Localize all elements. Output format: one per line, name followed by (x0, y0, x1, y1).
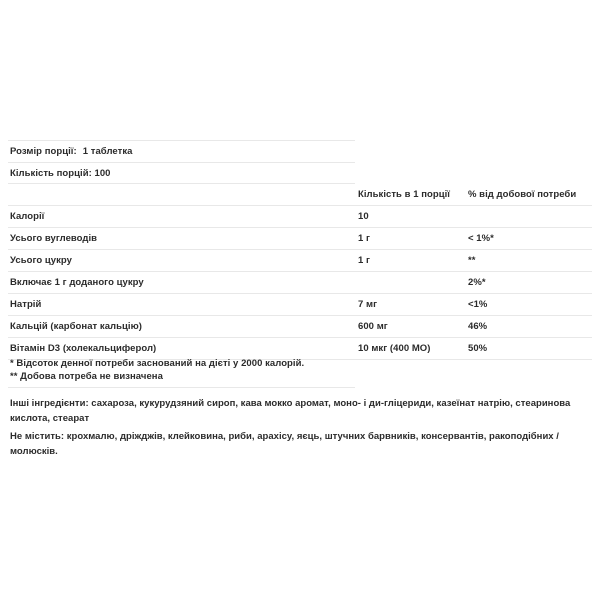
nutrient-amount: 10 (358, 206, 468, 228)
nutrient-amount: 10 мкг (400 МО) (358, 338, 468, 360)
table-row (8, 294, 592, 316)
serving-size-row (8, 140, 355, 162)
header-daily-value: % від добової потреби (468, 184, 592, 206)
nutrient-amount: 600 мг (358, 316, 468, 338)
nutrient-amount (358, 272, 468, 294)
footnote-daily-value-basis: * Відсоток денної потреби заснований на дієті у 2000 калорій. (10, 358, 305, 369)
table-row (8, 272, 592, 294)
nutrient-amount: 1 г (358, 250, 468, 272)
nutrient-daily-value: 46% (468, 316, 592, 338)
table-row (8, 316, 592, 338)
nutrient-daily-value: ** (468, 250, 592, 272)
nutrient-name: Включає 1 г доданого цукру (8, 272, 358, 294)
nutrient-daily-value: 50% (468, 338, 592, 360)
nutrient-daily-value (468, 206, 592, 228)
table-row (8, 250, 592, 272)
table-row (8, 228, 592, 250)
nutrient-daily-value: 2%* (468, 272, 592, 294)
footnote-not-established: ** Добова потреба не визначена (10, 371, 163, 382)
table-row (8, 206, 592, 228)
header-nutrient-name (8, 184, 358, 206)
servings-per-container-label: Кількість порцій: 100 (10, 168, 111, 179)
other-ingredients-paragraph: Інші інгредієнти: сахароза, кукурудзяний сироп, кава мокко аромат, моно- і ди-гліцериди, казеїнат натрію, стеаринова кислота, стеарат (10, 398, 571, 424)
nutrient-amount: 1 г (358, 228, 468, 250)
nutrient-daily-value: <1% (468, 294, 592, 316)
nutrient-name: Калорії (8, 206, 358, 228)
footnotes-block (8, 357, 355, 388)
nutrient-name: Кальцій (карбонат кальцію) (8, 316, 358, 338)
nutrition-table (8, 184, 592, 360)
nutrient-amount: 7 мг (358, 294, 468, 316)
header-amount-per-serving: Кількість в 1 порції (358, 184, 468, 206)
nutrition-header-row (8, 184, 592, 206)
serving-info-block (8, 140, 355, 184)
nutrient-name: Усього вуглеводів (8, 228, 358, 250)
nutrition-table-body (8, 206, 592, 360)
nutrition-table-head (8, 184, 592, 206)
nutrient-name: Вітамін D3 (холекальциферол) (8, 338, 358, 360)
serving-size-value: 1 таблетка (82, 146, 133, 157)
nutrient-name: Усього цукру (8, 250, 358, 272)
nutrient-daily-value: < 1%* (468, 228, 592, 250)
free-from-paragraph: Не містить: крохмалю, дріжджів, клейковина, риби, арахісу, яєць, штучних барвників, консервантів, ракоподібних / молюсків. (10, 431, 559, 457)
serving-size-label: Розмір порції: (10, 146, 77, 157)
nutrient-name: Натрій (8, 294, 358, 316)
servings-per-container-row (8, 162, 355, 184)
